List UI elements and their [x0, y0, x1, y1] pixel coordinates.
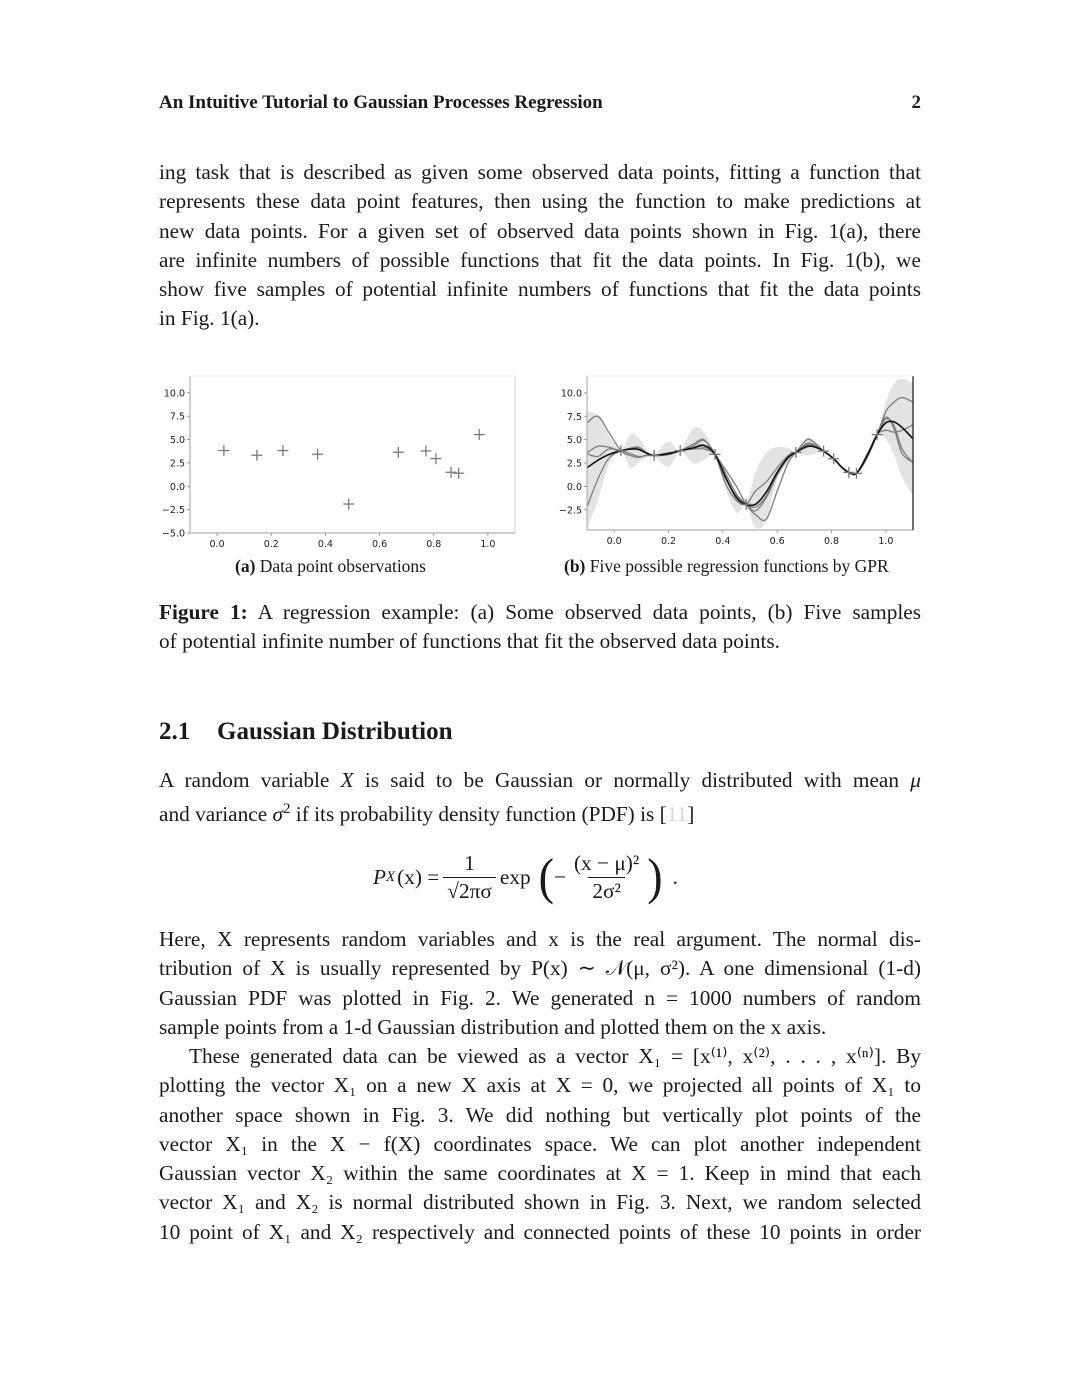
text-line: Gaussian PDF was plotted in Fig. 2. We generated n = 1000 numbers of random — [159, 985, 921, 1010]
y-tick-label: 0.0 — [566, 481, 582, 493]
text-line: 10 point of X₁ and X₂ respectively and connected points of these 10 points in order — [159, 1219, 921, 1244]
eq-left-paren: ( — [538, 848, 554, 905]
y-tick-label: −2.5 — [558, 505, 582, 517]
y-tick-label: 5.0 — [566, 435, 582, 447]
chart-fig1b — [555, 370, 925, 550]
text-line: in Fig. 1(a). — [159, 306, 260, 331]
y-tick-label: 10.0 — [163, 388, 185, 400]
subcaption-b — [564, 556, 889, 577]
text-line: These generated data can be viewed as a vector X₁ = [x⁽¹⁾, x⁽²⁾, . . . , x⁽ⁿ⁾]. By — [189, 1044, 921, 1068]
plot-area — [587, 379, 913, 529]
data-point — [430, 453, 441, 464]
figure-caption-text: A regression example: (a) Some observed data points, (b) Five samples — [247, 600, 921, 624]
eq-lhs-arg: (x) = — [397, 864, 440, 889]
superscript: 2 — [283, 801, 291, 818]
eq-frac2-den: 2σ² — [588, 877, 625, 904]
text-line: represents these data point features, then using the function to make predictions at — [159, 189, 921, 214]
data-point — [420, 445, 431, 456]
eq-exp: exp — [499, 864, 531, 889]
subcaption-a-text: Data point observations — [255, 556, 426, 576]
subcaption-a — [235, 556, 426, 577]
citation-link[interactable]: 11 — [666, 802, 688, 827]
x-tick-label: 0.4 — [715, 536, 731, 547]
data-point — [312, 449, 323, 460]
variable-x: X — [340, 768, 354, 792]
observed-point — [843, 467, 854, 478]
x-tick-label: 0.8 — [426, 539, 442, 550]
section-heading — [159, 718, 453, 746]
text-line — [159, 766, 921, 795]
eq-lhs-sub: X — [386, 868, 396, 885]
text-line — [159, 795, 921, 829]
text-line: another space shown in Fig. 3. We did nothing but vertically plot points of the — [159, 1102, 921, 1127]
eq-frac2-num: (x − μ)² — [573, 850, 640, 875]
body-paragraph-1 — [159, 925, 921, 1042]
eq-period: . — [672, 864, 678, 889]
figure-caption-label: Figure 1: — [159, 600, 248, 624]
text-line: vector X₁ in the X − f(X) coordinates space. We can plot another independent — [159, 1131, 921, 1156]
eq-right-paren: ) — [647, 848, 663, 905]
x-tick-label: 0.2 — [660, 536, 677, 547]
data-point — [446, 467, 457, 478]
subcaption-b-text: Five possible regression functions by GPR — [585, 556, 889, 576]
gaussian-definition-paragraph — [159, 766, 921, 830]
y-tick-label: 2.5 — [566, 458, 582, 470]
text-line: plotting the vector X₁ on a new X axis at X = 0, we projected all points of X₁ to — [159, 1073, 921, 1098]
data-point — [218, 445, 229, 456]
eq-frac1-num: 1 — [464, 850, 475, 875]
figure-caption — [159, 598, 921, 657]
y-tick-label: 7.5 — [169, 411, 185, 423]
x-tick-label: 1.0 — [878, 536, 894, 547]
body-paragraph-2 — [159, 1042, 921, 1247]
y-tick-label: 10.0 — [560, 388, 582, 400]
text-line: vector X₁ and X₂ is normal distributed shown in Fig. 3. Next, we random selected — [159, 1190, 921, 1215]
y-tick-label: −2.5 — [161, 505, 185, 517]
y-tick-label: 5.0 — [169, 435, 185, 447]
x-tick-label: 1.0 — [480, 539, 496, 550]
data-point — [251, 450, 262, 461]
text-line: Gaussian vector X₂ within the same coordinates at X = 1. Keep in mind that each — [159, 1161, 921, 1186]
x-tick-label: 0.8 — [823, 536, 840, 547]
symbol-mu: μ — [910, 768, 921, 792]
data-point — [453, 468, 464, 479]
text-span: is said to be Gaussian or normally distributed with mean — [353, 768, 911, 792]
symbol-sigma: σ — [272, 802, 284, 827]
text-line: Here, X represents random variables and x is the real argument. The normal dis- — [159, 927, 921, 951]
chart-fig1a — [155, 370, 525, 550]
x-tick-label: 0.4 — [317, 539, 333, 550]
x-tick-label: 0.6 — [769, 536, 785, 547]
text-line: are infinite numbers of possible functions that fit the data points. In Fig. 1(b), we — [159, 247, 921, 272]
eq-fraction-1 — [443, 851, 496, 904]
text-span: ] — [687, 802, 695, 827]
subcaption-a-label: (a) — [235, 556, 256, 576]
section-number: 2.1 — [159, 718, 191, 745]
x-tick-label: 0.0 — [606, 536, 622, 547]
subcaption-b-label: (b) — [564, 556, 586, 576]
data-point — [393, 447, 404, 458]
data-point — [474, 429, 485, 440]
intro-paragraph — [159, 158, 921, 334]
text-line: sample points from a 1-d Gaussian distribution and plotted them on the x axis. — [159, 1014, 827, 1039]
page-number: 2 — [911, 92, 921, 113]
eq-lhs: P — [373, 864, 387, 889]
y-tick-label: 2.5 — [169, 458, 185, 470]
eq-frac1-den: √2πσ — [443, 877, 496, 904]
text-span: A random variable — [159, 768, 341, 792]
y-tick-label: −5.0 — [161, 528, 185, 540]
text-span: if its probability density function (PDF) is [ — [290, 802, 667, 827]
section-title: Gaussian Distribution — [217, 718, 453, 745]
x-tick-label: 0.0 — [209, 539, 225, 550]
running-title: An Intuitive Tutorial to Gaussian Processes Regression — [159, 92, 603, 113]
text-line: tribution of X is usually represented by P(x) ∼ 𝒩(μ, σ²). A one dimensional (1-d) — [159, 956, 921, 981]
eq-minus: − — [553, 864, 566, 889]
gaussian-pdf-equation — [373, 842, 678, 912]
y-tick-label: 0.0 — [169, 481, 185, 493]
x-tick-label: 0.2 — [263, 539, 279, 550]
y-tick-label: 7.5 — [566, 411, 582, 423]
running-header — [159, 92, 921, 114]
data-point — [277, 445, 288, 456]
text-line: ing task that is described as given some observed data points, fitting a function that — [159, 160, 921, 184]
eq-fraction-2 — [570, 851, 643, 904]
text-line: new data points. For a given set of observed data points shown in Fig. 1(a), there — [159, 218, 921, 243]
data-point — [343, 499, 354, 510]
x-tick-label: 0.6 — [372, 539, 388, 550]
figure-caption-line2: of potential infinite number of functions that fit the observed data points. — [159, 629, 781, 654]
text-line: show five samples of potential infinite numbers of functions that fit the data points — [159, 277, 921, 302]
text-span: and variance — [159, 802, 273, 827]
